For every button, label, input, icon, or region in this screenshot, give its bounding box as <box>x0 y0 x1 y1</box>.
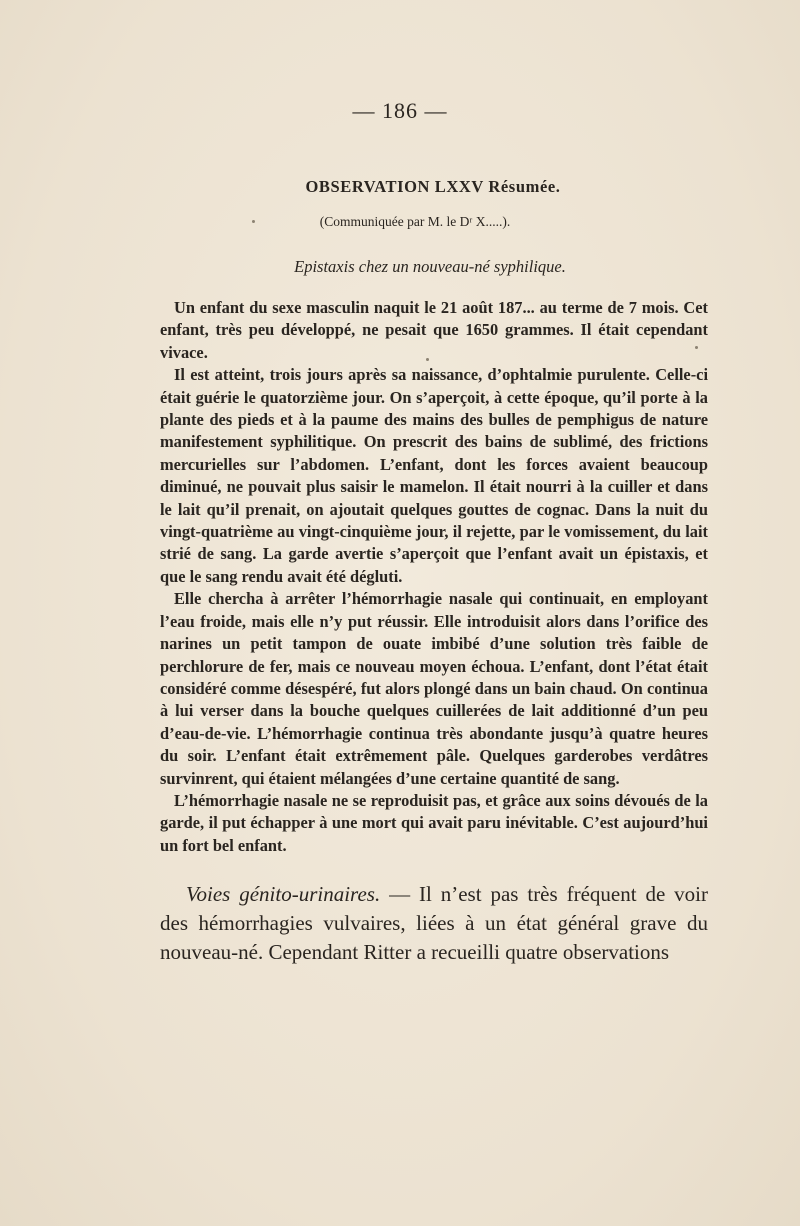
section-paragraph <box>160 880 708 967</box>
paragraph: Un enfant du sexe masculin naquit le 21 août 187... au terme de 7 mois. Cet enfant, très peu développé, ne pesait que 1650 grammes. Il était cependant vivace. <box>160 298 708 362</box>
section-genito-urinary <box>160 880 708 967</box>
page-number: — 186 — <box>352 98 448 123</box>
observation-title: OBSERVATION LXXV Résumée. <box>305 177 561 196</box>
paragraph: L’hémorrhagie nasale ne se reproduisit pas, et grâce aux soins dévoués de la garde, il put échapper à une mort qui avait paru inévitable. C’est aujourd’hui un fort bel enfant. <box>160 790 708 855</box>
paragraph: Elle chercha à arrêter l’hémorrhagie nasale qui continuait, en employant l’eau froide, mais elle n’y put réussir. Elle introduisit alors dans l’orifice des narines un petit tampon de ouate imbibé d’une solution très faible de perchlorure de fer, mais ce nouveau moyen échoua. L’enfant, dont l’état était considéré comme désespéré, fut alors plongé dans un bain chaud. On continua à lui verser dans la bouche quelques cuillerées de lait additionné d’un peu d’eau-de-vie. L’hémorrhagie continua très abondante jusqu’à quatre heures du soir. L’enfant était extrêmement pâle. Quelques garderobes verdâtres survinrent, qui étaient mélangées d’une certaine quantité de sang. <box>160 589 708 788</box>
observation-subtitle: Epistaxis chez un nouveau-né syphilique. <box>294 257 566 276</box>
section-text: — Il n’est pas très fréquent de voir des hémorrhagies vulvaires, liées à un état général grave du nouveau-né. Cependant Ritter a recueilli quatre observations <box>160 882 708 964</box>
paper-speck <box>252 220 255 223</box>
paper-speck <box>695 346 698 349</box>
section-lead: Voies génito-urinaires. <box>186 882 381 906</box>
observation-body <box>160 297 708 857</box>
observation-communicated: (Communiquée par M. le Dʳ X.....). <box>319 214 511 229</box>
paper-speck <box>426 358 429 361</box>
paragraph: Il est atteint, trois jours après sa naissance, d’ophtalmie purulente. Celle-ci était guérie le quatorzième jour. On s’aperçoit, à cette époque, qu’il porte à la plante des pieds et à la paume des mains des bulles de pemphigus de nature manifestement syphilitique. On prescrit des bains de sublimé, des frictions mercurielles sur l’abdomen. L’enfant, dont les forces avaient beaucoup diminué, ne pouvait plus saisir le mamelon. Il était nourri à la cuiller et dans le lait qu’il prenait, on ajoutait quelques gouttes de cognac. Dans la nuit du vingt-quatrième au vingt-cinquième jour, il rejette, par le vomissement, du lait strié de sang. La garde avertie s’aperçoit que l’enfant avait un épistaxis, et que le sang rendu avait été dégluti. <box>160 365 708 586</box>
